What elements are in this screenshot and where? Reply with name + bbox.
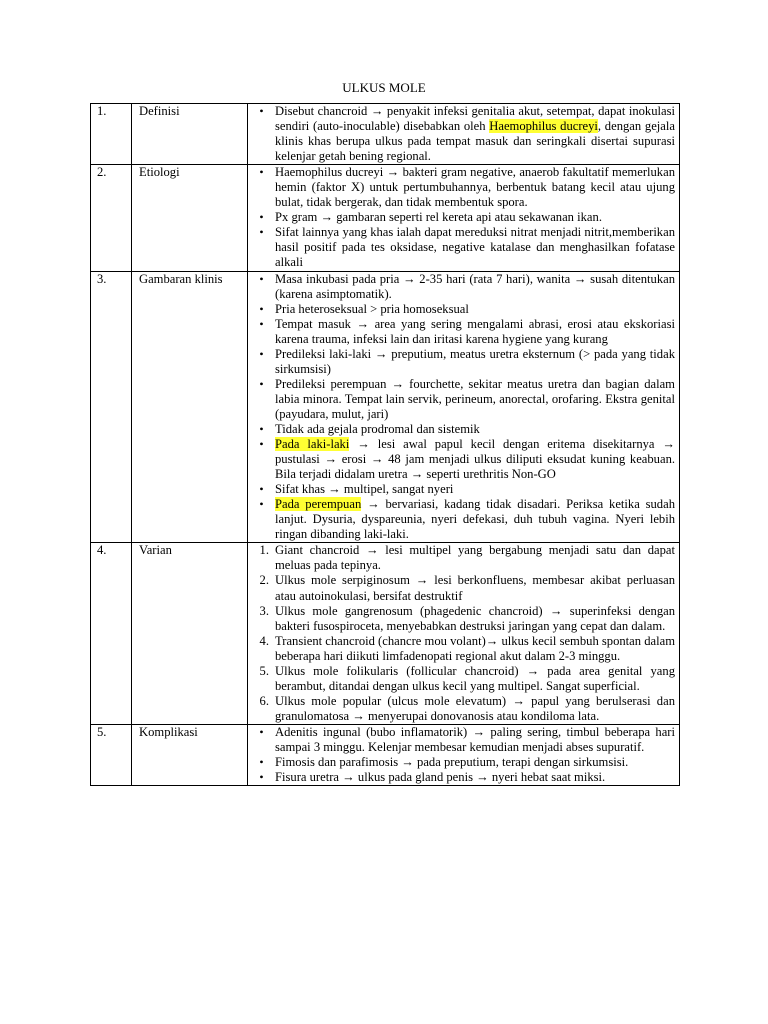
text-segment: papul yang berulserasi dan granulomatosa xyxy=(275,693,675,723)
row-number: 4. xyxy=(91,543,132,725)
list-item-text xyxy=(275,272,675,302)
bullet-icon: • xyxy=(259,210,264,225)
text-segment: Masa inkubasi pada pria xyxy=(275,271,404,286)
text-segment: Ulkus mole popular (ulcus mole elevatum) xyxy=(275,693,513,708)
text-segment: Fimosis dan parafimosis xyxy=(275,755,402,770)
list-item-text xyxy=(275,543,675,573)
text-segment: fourchette, sekitar meatus uretra dan bagian dalam labia minora. Tempat lain servik, perineum, anorectal, orofaring. Ekstra genital (payudara, mulut, jari) xyxy=(275,376,675,421)
text-segment: preputium, meatus uretra eksternum (> pada yang tidak sirkumsisi) xyxy=(275,346,675,376)
arrow-icon: → xyxy=(401,755,414,770)
text-segment: Predileksi laki-laki xyxy=(275,346,375,361)
arrow-icon: → xyxy=(573,271,587,286)
arrow-icon: → xyxy=(549,603,563,618)
row-label: Etiologi xyxy=(132,165,248,271)
list-item-text xyxy=(275,422,675,437)
list-item xyxy=(248,437,675,482)
row-content xyxy=(248,165,680,271)
list-item-text xyxy=(275,302,675,317)
list-number: 2. xyxy=(259,573,269,588)
text-segment: pustulasi xyxy=(275,452,325,467)
text-segment: 2-35 hari (rata 7 hari), wanita xyxy=(415,271,574,286)
list-item-text xyxy=(275,725,675,755)
text-segment: Giant chancroid xyxy=(275,543,366,558)
text-segment: nyeri hebat saat miksi. xyxy=(488,770,606,785)
table-row xyxy=(91,104,680,165)
arrow-icon: → xyxy=(352,708,365,723)
text-segment: Predileksi perempuan xyxy=(275,376,392,391)
list-item-text xyxy=(275,664,675,694)
row-content xyxy=(248,271,680,543)
text-segment: gambaran seperti rel kereta api atau sekawanan ikan. xyxy=(333,210,602,225)
list-item xyxy=(248,210,675,225)
list-item-text xyxy=(275,497,675,542)
list-item xyxy=(248,543,675,573)
text-segment: menyerupai donovanosis atau kondiloma lata. xyxy=(364,708,600,723)
arrow-icon: → xyxy=(472,724,486,739)
row-label: Varian xyxy=(132,543,248,725)
list-number: 3. xyxy=(259,603,269,618)
list-item-text xyxy=(275,317,675,347)
list-item-text xyxy=(275,225,675,270)
arrow-icon: → xyxy=(357,437,370,452)
bullet-icon: • xyxy=(259,376,264,391)
text-segment: Ulkus mole folikularis (follicular chancroid) xyxy=(275,663,527,678)
arrow-icon: → xyxy=(320,210,334,225)
arrow-icon: → xyxy=(328,482,341,497)
arrow-icon: → xyxy=(370,452,384,467)
bullet-icon: • xyxy=(259,165,264,180)
row-content xyxy=(248,724,680,785)
text-segment: lesi multipel yang bergabung menjadi satu dan dapat meluas pada tepinya. xyxy=(275,543,675,573)
bullet-icon: • xyxy=(259,421,264,436)
text-segment: Adenitis ingunal (bubo inflamatorik) xyxy=(275,724,473,739)
row-number: 1. xyxy=(91,104,132,165)
list-item-text xyxy=(275,634,675,664)
list-item xyxy=(248,634,675,664)
text-segment: erosi xyxy=(337,452,371,467)
bullet-icon: • xyxy=(259,482,264,497)
list-item xyxy=(248,272,675,302)
page-title: ULKUS MOLE xyxy=(342,80,426,95)
highlighted-text: Pada perempuan xyxy=(275,497,362,512)
table-row xyxy=(91,543,680,725)
arrow-icon: → xyxy=(342,770,355,785)
row-content xyxy=(248,104,680,165)
table-row xyxy=(91,724,680,785)
text-segment: Fisura uretra xyxy=(275,770,343,785)
table-row xyxy=(91,271,680,543)
text-segment: pada preputium, terapi dengan sirkumsisi. xyxy=(413,755,629,770)
arrow-icon: → xyxy=(370,104,384,118)
text-segment: multipel, sangat nyeri xyxy=(340,482,454,497)
text-segment: , dengan gejala klinis khas berupa ulkus pada tempat masuk dan seringkali disertai supurasi kelenjar getah bening regional. xyxy=(275,119,675,164)
row-label: Definisi xyxy=(132,104,248,165)
bullet-icon: • xyxy=(259,437,264,452)
bullet-icon: • xyxy=(259,271,264,286)
text-segment: Transient chancroid (chancre mou volant) xyxy=(275,633,486,648)
bullet-icon: • xyxy=(259,225,264,240)
list-item xyxy=(248,770,675,785)
arrow-icon: → xyxy=(415,573,429,588)
text-segment: bakteri gram negative, anaerob fakultatif memerlukan hemin (faktor X) untuk pertumbuhannya, berbentuk batang kecil atau ujung bulat, tidak bergerak, dan tidak membentuk spora. xyxy=(275,165,675,210)
list-item-text xyxy=(275,694,675,724)
text-segment: Disebut chancroid xyxy=(275,104,371,118)
list-item-text xyxy=(275,573,675,603)
arrow-icon: → xyxy=(365,543,379,558)
list-number: 5. xyxy=(259,663,269,678)
bullet-icon: • xyxy=(259,497,264,512)
text-segment: area yang sering mengalami abrasi, erosi atau ekskoriasi karena trauma, infeksi lain dan iritasi karena hygiene yang kurang xyxy=(275,316,675,346)
arrow-icon: → xyxy=(662,437,675,452)
text-segment: Sifat lainnya yang khas ialah dapat mereduksi nitrat menjadi nitrit,memberikan hasil positif pada tes oksidase, negative katalase dan menghasilkan fofatase alkali xyxy=(275,225,675,270)
list-item xyxy=(248,573,675,603)
text-segment: superinfeksi dengan bakteri fusospiroceta, menyebabkan destruksi jaringan yang cepat dan dalam. xyxy=(275,603,676,633)
bullet-icon: • xyxy=(259,104,264,118)
list-item-text xyxy=(275,482,675,497)
text-segment: Pria heteroseksual > pria homoseksual xyxy=(275,301,469,316)
row-content xyxy=(248,543,680,725)
arrow-icon: → xyxy=(485,633,499,648)
list-item-text xyxy=(275,347,675,377)
text-segment: paling sering, timbul beberapa hari sampai 3 minggu. Kelenjar membesar kemudian menjadi abses supuratif. xyxy=(275,724,675,754)
text-segment: ulkus pada gland penis xyxy=(354,770,477,785)
text-segment: lesi awal papul kecil dengan eritema disekitarnya xyxy=(369,437,663,452)
list-number: 6. xyxy=(259,693,269,708)
text-segment: bervariasi, kadang tidak disadari. Periksa ketika sudah lanjut. Dysuria, dyspareunia, nyeri defekasi, duh tubuh vagina. Nyeri lebih ringan dibanding laki-laki. xyxy=(275,497,675,542)
list-number: 1. xyxy=(259,543,269,558)
list-item xyxy=(248,104,675,164)
row-label: Gambaran klinis xyxy=(132,271,248,543)
text-segment: Sifat khas xyxy=(275,482,329,497)
text-segment: Ulkus mole gangrenosum (phagedenic chancroid) xyxy=(275,603,550,618)
list-item xyxy=(248,377,675,422)
list-item-text xyxy=(275,377,675,422)
list-item xyxy=(248,302,675,317)
arrow-icon: → xyxy=(391,376,405,391)
text-segment: pada area genital yang berambut, ditandai dengan ulkus kecil yang multipel. Sangat superficial. xyxy=(275,663,675,693)
row-number: 5. xyxy=(91,724,132,785)
bullet-icon: • xyxy=(259,346,264,361)
list-item xyxy=(248,604,675,634)
row-number: 2. xyxy=(91,165,132,271)
list-item xyxy=(248,422,675,437)
list-item-text xyxy=(275,104,675,164)
arrow-icon: → xyxy=(403,271,416,286)
bullet-icon: • xyxy=(259,724,264,739)
bullet-icon: • xyxy=(259,301,264,316)
text-segment: seperti urethritis Non-GO xyxy=(423,467,556,482)
list-item xyxy=(248,317,675,347)
arrow-icon: → xyxy=(356,316,370,331)
text-segment: penyakit infeksi genitalia akut, setempat, dapat inokulasi sendiri (auto-inoculable) disebabkan oleh xyxy=(275,104,676,134)
text-segment: Haemophilus ducreyi xyxy=(275,165,387,180)
row-number: 3. xyxy=(91,271,132,543)
table-row xyxy=(91,165,680,271)
arrow-icon: → xyxy=(476,770,489,785)
text-segment: Px gram xyxy=(275,210,321,225)
list-item xyxy=(248,225,675,270)
text-segment: ulkus kecil sembuh spontan dalam beberapa hari diikuti limfadenopati regional akut dalam 2-3 minggu. xyxy=(275,633,675,663)
text-segment: Ulkus mole serpiginosum xyxy=(275,573,416,588)
arrow-icon: → xyxy=(512,693,525,708)
text-segment: lesi berkonfluens, membesar akibat perluasan atau autoinokulasi, bersifat destruktif xyxy=(275,573,675,603)
arrow-icon: → xyxy=(367,497,380,512)
bullet-icon: • xyxy=(259,755,264,770)
list-item xyxy=(248,347,675,377)
highlighted-text: Pada laki-laki xyxy=(275,437,350,452)
list-item xyxy=(248,482,675,497)
list-number: 4. xyxy=(259,633,269,648)
arrow-icon: → xyxy=(324,452,338,467)
row-label: Komplikasi xyxy=(132,724,248,785)
list-item xyxy=(248,694,675,724)
text-segment: Tempat masuk xyxy=(275,316,357,331)
bullet-icon: • xyxy=(259,316,264,331)
highlighted-text: Haemophilus ducreyi xyxy=(489,119,598,134)
list-item-text xyxy=(275,437,675,482)
list-item-text xyxy=(275,210,675,225)
text-segment: 48 jam menjadi ulkus diliputi eksudat kuning keabuan. Bila terjadi didalam uretra xyxy=(275,452,676,482)
content-table xyxy=(90,103,680,786)
text-segment: susah ditentukan (karena asimptomatik). xyxy=(275,271,676,301)
list-item xyxy=(248,755,675,770)
table-body xyxy=(91,104,680,786)
arrow-icon: → xyxy=(526,663,540,678)
bullet-icon: • xyxy=(259,770,264,785)
arrow-icon: → xyxy=(386,165,400,180)
list-item xyxy=(248,664,675,694)
list-item-text xyxy=(275,770,675,785)
list-item xyxy=(248,725,675,755)
list-item-text xyxy=(275,165,675,210)
arrow-icon: → xyxy=(374,346,388,361)
list-item-text xyxy=(275,755,675,770)
text-segment: Tidak ada gejala prodromal dan sistemik xyxy=(275,421,480,436)
list-item xyxy=(248,165,675,210)
list-item-text xyxy=(275,604,675,634)
arrow-icon: → xyxy=(410,467,424,482)
list-item xyxy=(248,497,675,542)
